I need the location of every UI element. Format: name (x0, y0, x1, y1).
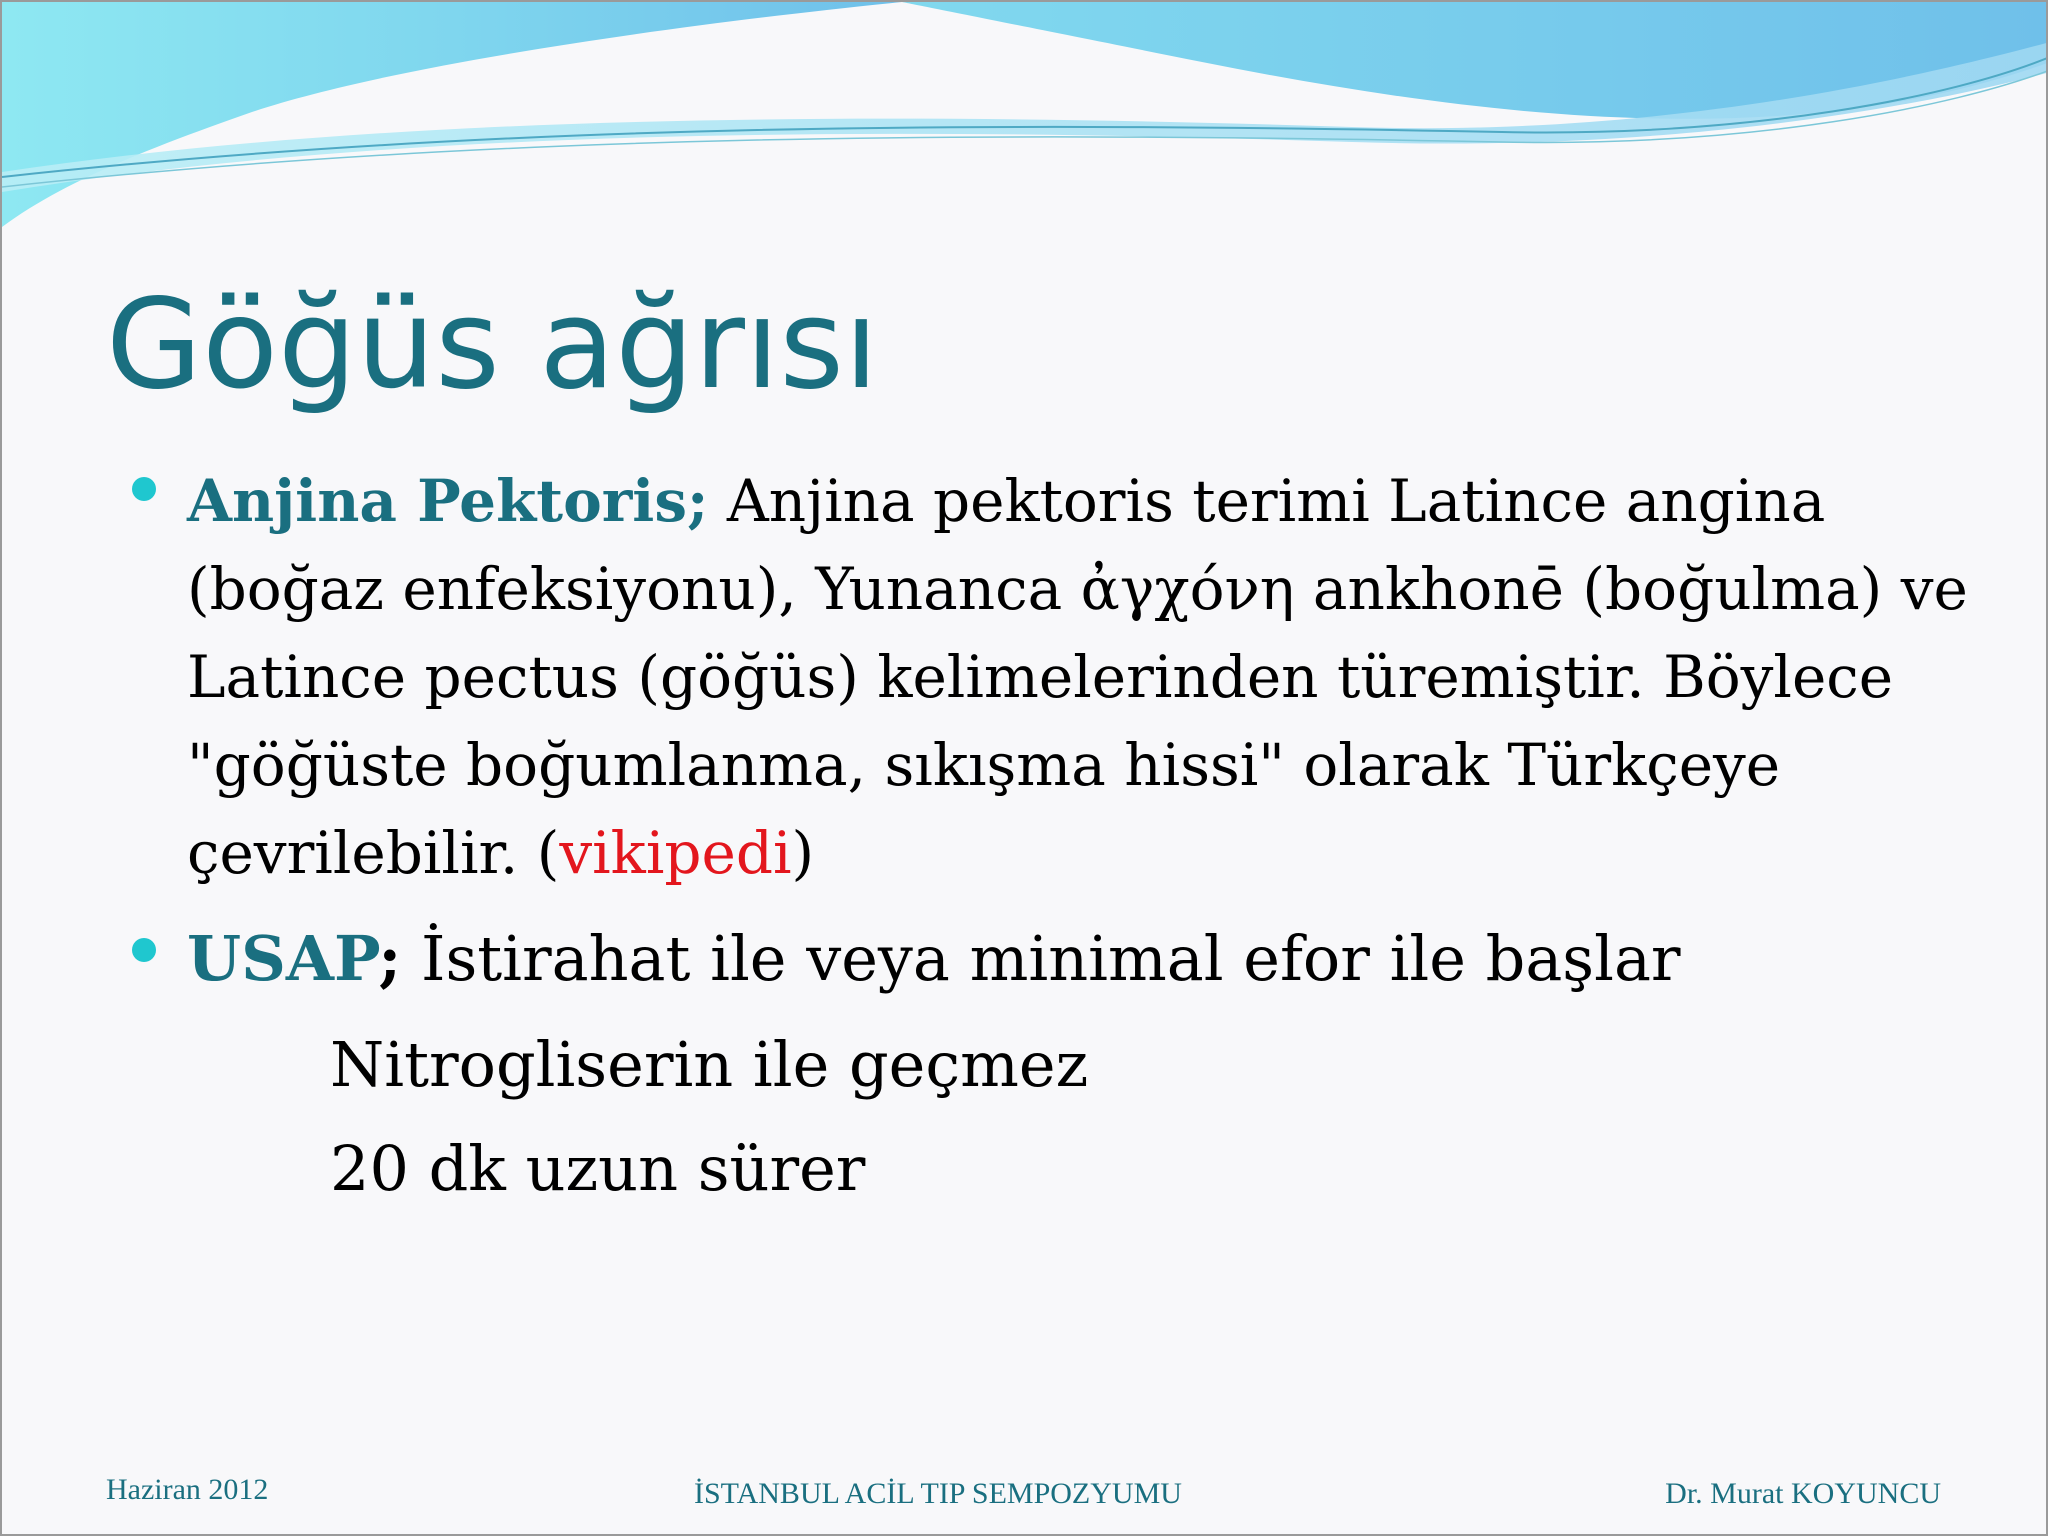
usap-semicolon: ; (378, 922, 402, 995)
header-wave-decoration (2, 2, 2048, 242)
footer-author: Dr. Murat KOYUNCU (1665, 1477, 1941, 1510)
usap-detail-line: Nitrogliserin ile geçmez (330, 1028, 1089, 1101)
slide-title: Göğüs ağrısı (106, 273, 879, 417)
footer-event: İSTANBUL ACİL TIP SEMPOZYUMU (694, 1477, 1182, 1510)
bullet-usap (187, 914, 1681, 1004)
bullet-anjina (187, 457, 1977, 897)
anjina-description: Anjina pektoris terimi Latince angina (boğaz enfeksiyonu), Yunanca ἀγχόνη ankhonē (boğulma) ve Latince pectus (göğüs) kelimelerinden türemiştir. Böylece "göğüste boğumlanma, sıkışma hissi" olarak Türkçeye çevrilebilir. ( (187, 467, 1968, 887)
usap-detail-line: 20 dk uzun sürer (330, 1132, 866, 1205)
usap-description: İstirahat ile veya minimal efor ile başlar (401, 922, 1681, 995)
term-usap: USAP (187, 922, 379, 995)
source-link[interactable]: vikipedi (559, 819, 792, 887)
bullet-icon (132, 938, 156, 962)
bullet-icon (132, 477, 156, 501)
source-close-paren: ) (791, 819, 815, 887)
footer-date: Haziran 2012 (106, 1473, 269, 1506)
term-anjina-pektoris: Anjina Pektoris; (187, 467, 709, 535)
